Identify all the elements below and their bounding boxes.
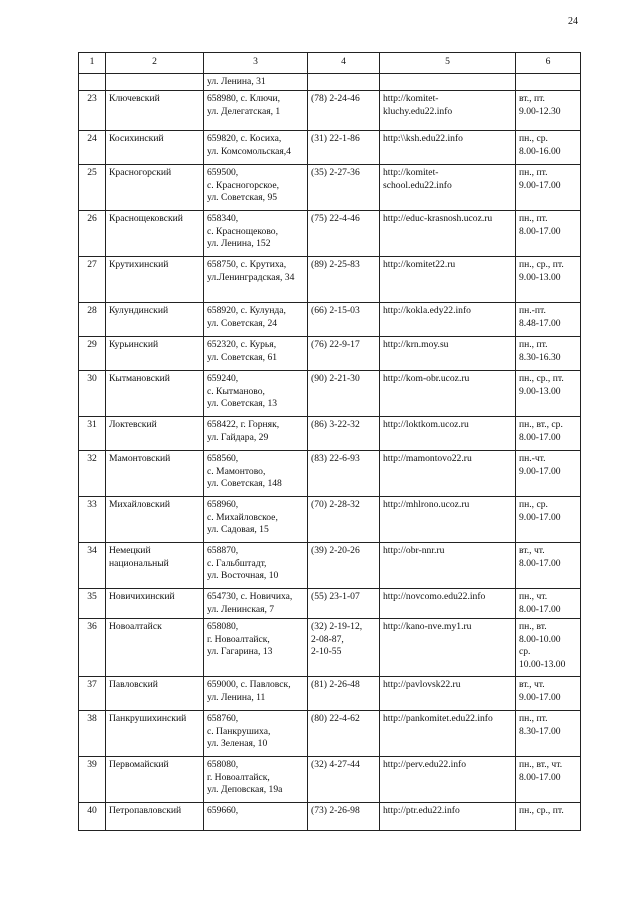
phone-cell xyxy=(308,497,380,543)
address-line: с. Красногорское, xyxy=(207,179,279,191)
phone-line: (86) 3-22-32 xyxy=(311,419,360,431)
district-name-line: Кытмановский xyxy=(109,373,170,385)
hours-line: 8.00-17.00 xyxy=(519,225,561,237)
district-name-line: Крутихинский xyxy=(109,259,169,271)
website-line: kluchy.edu22.info xyxy=(383,105,453,117)
continuation-website-cell xyxy=(380,74,516,91)
district-name-cell xyxy=(106,257,204,303)
address-line: 658422, г. Горняк, xyxy=(207,419,280,431)
phone-line: (32) 2-19-12, xyxy=(311,621,363,633)
hours-line: 9.00-13.00 xyxy=(519,271,561,283)
district-name-line: Кулундинский xyxy=(109,305,169,317)
hours-line: вт., чт. xyxy=(519,679,545,691)
website-cell xyxy=(380,619,516,677)
header-col-5: 5 xyxy=(380,53,516,74)
table-row xyxy=(79,211,581,257)
address-line: ул. Делегатская, 1 xyxy=(207,105,281,117)
phone-cell xyxy=(308,165,380,211)
hours-line: 8.48-17.00 xyxy=(519,317,561,329)
header-col-2: 2 xyxy=(106,53,204,74)
address-line: ул. Гагарина, 13 xyxy=(207,646,273,658)
phone-line: (80) 22-4-62 xyxy=(311,713,360,725)
phone-line: 2-10-55 xyxy=(311,646,342,658)
header-col-1: 1 xyxy=(79,53,106,74)
hours-line: пн., ср., пт. xyxy=(519,373,564,385)
continuation-phone-cell xyxy=(308,74,380,91)
header-col-3: 3 xyxy=(204,53,308,74)
address-line: 659240, xyxy=(207,373,239,385)
table-row xyxy=(79,803,581,831)
district-name-cell xyxy=(106,589,204,619)
row-number-cell: 35 xyxy=(79,589,106,619)
hours-line: 8.00-17.00 xyxy=(519,603,561,615)
address-cell xyxy=(204,257,308,303)
address-line: 658080, xyxy=(207,759,239,771)
website-line: http://pankomitet.edu22.info xyxy=(383,713,493,725)
website-cell xyxy=(380,165,516,211)
district-name-line: Косихинский xyxy=(109,133,164,145)
address-line: ул. Ленинская, 7 xyxy=(207,603,275,615)
phone-cell xyxy=(308,757,380,803)
row-number-cell: 39 xyxy=(79,757,106,803)
phone-line: (39) 2-20-26 xyxy=(311,545,360,557)
website-line: http://loktkom.ucoz.ru xyxy=(383,419,469,431)
website-cell xyxy=(380,497,516,543)
address-line: 658980, с. Ключи, xyxy=(207,93,280,105)
address-cell xyxy=(204,337,308,371)
district-name-cell xyxy=(106,417,204,451)
phone-line: (83) 22-6-93 xyxy=(311,453,360,465)
table-row xyxy=(79,165,581,211)
table-row xyxy=(79,91,581,131)
district-name-cell xyxy=(106,303,204,337)
address-line: 652320, с. Курья, xyxy=(207,339,277,351)
website-line: http://komitet- xyxy=(383,167,439,179)
hours-cell xyxy=(516,619,581,677)
address-line: ул. Деповская, 19а xyxy=(207,784,283,796)
address-line: ул. Ленина, 152 xyxy=(207,238,271,250)
phone-cell xyxy=(308,371,380,417)
district-name-cell xyxy=(106,91,204,131)
phone-cell xyxy=(308,211,380,257)
page-number: 24 xyxy=(568,16,578,27)
address-line: с. Мамонтово, xyxy=(207,465,266,477)
row-number-cell: 32 xyxy=(79,451,106,497)
address-line: с. Краснощеково, xyxy=(207,225,278,237)
table-row xyxy=(79,303,581,337)
district-name-line: Новоалтайск xyxy=(109,621,162,633)
website-cell xyxy=(380,677,516,711)
hours-line: пн., пт. xyxy=(519,167,548,179)
district-name-cell xyxy=(106,803,204,831)
hours-cell xyxy=(516,303,581,337)
hours-line: 9.00-17.00 xyxy=(519,179,561,191)
address-line: 659000, с. Павловск, xyxy=(207,679,291,691)
hours-cell xyxy=(516,91,581,131)
row-number-cell: 26 xyxy=(79,211,106,257)
website-line: http://mhlrono.ucoz.ru xyxy=(383,499,470,511)
hours-line: 10.00-13.00 xyxy=(519,658,566,670)
table-row xyxy=(79,337,581,371)
address-line: ул. Советская, 13 xyxy=(207,398,278,410)
address-cell xyxy=(204,303,308,337)
hours-line: 8.00-17.00 xyxy=(519,431,561,443)
table-row xyxy=(79,711,581,757)
website-line: http://novcomo.edu22.info xyxy=(383,591,486,603)
website-line: http://mamontovo22.ru xyxy=(383,453,472,465)
continuation-number-cell xyxy=(79,74,106,91)
address-line: ул. Советская, 61 xyxy=(207,351,278,363)
district-name-cell xyxy=(106,211,204,257)
website-cell xyxy=(380,757,516,803)
hours-cell xyxy=(516,257,581,303)
table-row xyxy=(79,757,581,803)
phone-line: (55) 23-1-07 xyxy=(311,591,360,603)
address-line: ул. Гайдара, 29 xyxy=(207,431,269,443)
address-cell xyxy=(204,757,308,803)
district-name-cell xyxy=(106,337,204,371)
district-name-cell xyxy=(106,131,204,165)
website-cell xyxy=(380,371,516,417)
address-cell xyxy=(204,131,308,165)
phone-cell xyxy=(308,677,380,711)
website-cell xyxy=(380,543,516,589)
address-line: 658870, xyxy=(207,545,239,557)
address-line: 654730, с. Новичиха, xyxy=(207,591,293,603)
continuation-district-cell xyxy=(106,74,204,91)
table-row xyxy=(79,131,581,165)
hours-cell xyxy=(516,211,581,257)
phone-line: (35) 2-27-36 xyxy=(311,167,360,179)
address-line: ул. Восточная, 10 xyxy=(207,570,279,582)
address-cell xyxy=(204,165,308,211)
row-number-cell: 25 xyxy=(79,165,106,211)
district-name-line: Панкрушихинский xyxy=(109,713,187,725)
phone-line: (89) 2-25-83 xyxy=(311,259,360,271)
phone-cell xyxy=(308,711,380,757)
address-cell xyxy=(204,543,308,589)
hours-line: вт., пт. xyxy=(519,93,545,105)
row-number-cell: 38 xyxy=(79,711,106,757)
address-cell xyxy=(204,497,308,543)
website-cell xyxy=(380,211,516,257)
hours-cell xyxy=(516,543,581,589)
row-number-cell: 29 xyxy=(79,337,106,371)
district-education-table xyxy=(78,52,581,831)
district-name-line: Краснощековский xyxy=(109,213,183,225)
hours-cell xyxy=(516,497,581,543)
phone-cell xyxy=(308,91,380,131)
website-line: http://komitet22.ru xyxy=(383,259,456,271)
address-line: с. Гальбштадт, xyxy=(207,557,267,569)
hours-cell xyxy=(516,451,581,497)
hours-cell xyxy=(516,417,581,451)
address-cell xyxy=(204,91,308,131)
district-name-line: Петропавловский xyxy=(109,805,182,817)
hours-line: 8.00-10.00 xyxy=(519,633,561,645)
table-row xyxy=(79,497,581,543)
address-line: 659660, xyxy=(207,805,239,817)
table-row xyxy=(79,543,581,589)
website-cell xyxy=(380,711,516,757)
district-name-line: Красногорский xyxy=(109,167,172,179)
hours-cell xyxy=(516,165,581,211)
address-line: 658560, xyxy=(207,453,239,465)
hours-cell xyxy=(516,131,581,165)
district-name-cell xyxy=(106,619,204,677)
website-line: http://komitet- xyxy=(383,93,439,105)
phone-cell xyxy=(308,303,380,337)
row-number-cell: 23 xyxy=(79,91,106,131)
row-number-cell: 37 xyxy=(79,677,106,711)
hours-line: пн., ср. xyxy=(519,133,548,145)
continuation-row xyxy=(79,74,581,91)
table-row xyxy=(79,451,581,497)
address-line: ул. Советская, 95 xyxy=(207,192,278,204)
address-line: ул. Садовая, 15 xyxy=(207,524,269,536)
address-cell xyxy=(204,371,308,417)
website-line: http://educ-krasnosh.ucoz.ru xyxy=(383,213,493,225)
hours-cell xyxy=(516,371,581,417)
website-line: http://ptr.edu22.info xyxy=(383,805,460,817)
header-col-6: 6 xyxy=(516,53,581,74)
row-number-cell: 40 xyxy=(79,803,106,831)
hours-line: пн.-пт. xyxy=(519,305,546,317)
row-number-cell: 36 xyxy=(79,619,106,677)
address-line: 658750, с. Крутиха, xyxy=(207,259,287,271)
district-name-cell xyxy=(106,497,204,543)
phone-cell xyxy=(308,589,380,619)
website-cell xyxy=(380,337,516,371)
address-line: ул. Комсомольская,4 xyxy=(207,145,291,157)
continuation-hours-cell xyxy=(516,74,581,91)
row-number-cell: 34 xyxy=(79,543,106,589)
address-line: 658960, xyxy=(207,499,239,511)
district-name-cell xyxy=(106,371,204,417)
hours-cell xyxy=(516,711,581,757)
table-row xyxy=(79,589,581,619)
table-row xyxy=(79,677,581,711)
phone-line: (90) 2-21-30 xyxy=(311,373,360,385)
row-number-cell: 27 xyxy=(79,257,106,303)
website-cell xyxy=(380,131,516,165)
row-number-cell: 24 xyxy=(79,131,106,165)
website-cell xyxy=(380,803,516,831)
hours-line: 8.00-17.00 xyxy=(519,557,561,569)
address-line: 659820, с. Косиха, xyxy=(207,133,282,145)
website-cell xyxy=(380,451,516,497)
website-cell xyxy=(380,303,516,337)
district-name-line: Немецкий xyxy=(109,545,151,557)
district-name-line: Михайловский xyxy=(109,499,170,511)
phone-line: (81) 2-26-48 xyxy=(311,679,360,691)
phone-cell xyxy=(308,451,380,497)
table-row xyxy=(79,257,581,303)
address-line: 658340, xyxy=(207,213,239,225)
phone-line: (73) 2-26-98 xyxy=(311,805,360,817)
website-line: http://kano-nve.my1.ru xyxy=(383,621,472,633)
address-line: ул. Советская, 148 xyxy=(207,478,282,490)
phone-line: (66) 2-15-03 xyxy=(311,305,360,317)
table-row xyxy=(79,619,581,677)
hours-line: 9.00-12.30 xyxy=(519,105,561,117)
website-line: http://pavlovsk22.ru xyxy=(383,679,461,691)
hours-line: пн., пт. xyxy=(519,339,548,351)
hours-line: пн.-чт. xyxy=(519,453,546,465)
phone-cell xyxy=(308,337,380,371)
phone-line: (76) 22-9-17 xyxy=(311,339,360,351)
district-name-cell xyxy=(106,451,204,497)
hours-line: 9.00-17.00 xyxy=(519,511,561,523)
table-body xyxy=(79,74,581,831)
header-col-4: 4 xyxy=(308,53,380,74)
hours-cell xyxy=(516,337,581,371)
district-name-line: Локтевский xyxy=(109,419,157,431)
address-cell xyxy=(204,677,308,711)
district-name-cell xyxy=(106,677,204,711)
district-name-line: Первомайский xyxy=(109,759,169,771)
phone-line: (70) 2-28-32 xyxy=(311,499,360,511)
table-row xyxy=(79,417,581,451)
address-line: 658080, xyxy=(207,621,239,633)
phone-line: (75) 22-4-46 xyxy=(311,213,360,225)
address-line: с. Кытманово, xyxy=(207,385,265,397)
address-cell xyxy=(204,803,308,831)
phone-cell xyxy=(308,417,380,451)
hours-cell xyxy=(516,589,581,619)
hours-line: пн., вт., ср. xyxy=(519,419,563,431)
website-line: school.edu22.info xyxy=(383,179,452,191)
phone-cell xyxy=(308,619,380,677)
address-line: ул.Ленинградская, 34 xyxy=(207,271,295,283)
hours-line: пн., вт. xyxy=(519,621,547,633)
phone-line: (31) 22-1-86 xyxy=(311,133,360,145)
row-number-cell: 31 xyxy=(79,417,106,451)
website-line: http://kom-obr.ucoz.ru xyxy=(383,373,470,385)
website-line: http://krn.moy.su xyxy=(383,339,449,351)
website-line: http://obr-nnr.ru xyxy=(383,545,445,557)
address-line: ул. Зеленая, 10 xyxy=(207,738,268,750)
hours-line: 8.00-16.00 xyxy=(519,145,561,157)
phone-cell xyxy=(308,257,380,303)
address-line: ул. Советская, 24 xyxy=(207,317,278,329)
address-line: 658760, xyxy=(207,713,239,725)
website-line: http:\\ksh.edu22.info xyxy=(383,133,463,145)
phone-cell xyxy=(308,803,380,831)
hours-line: пн., пт. xyxy=(519,213,548,225)
hours-line: пн., пт. xyxy=(519,713,548,725)
phone-cell xyxy=(308,131,380,165)
hours-line: 9.00-17.00 xyxy=(519,465,561,477)
address-line: 658920, с. Кулунда, xyxy=(207,305,286,317)
website-cell xyxy=(380,417,516,451)
hours-line: пн., чт. xyxy=(519,591,548,603)
address-cell xyxy=(204,589,308,619)
district-name-line: Мамонтовский xyxy=(109,453,171,465)
address-cell xyxy=(204,451,308,497)
hours-line: 9.00-13.00 xyxy=(519,385,561,397)
address-line: с. Панкрушиха, xyxy=(207,725,271,737)
district-name-line: Курьинский xyxy=(109,339,159,351)
row-number-cell: 33 xyxy=(79,497,106,543)
phone-line: 2-08-87, xyxy=(311,633,344,645)
district-name-line: Павловский xyxy=(109,679,158,691)
address-cell xyxy=(204,417,308,451)
hours-cell xyxy=(516,803,581,831)
hours-line: 9.00-17.00 xyxy=(519,691,561,703)
district-name-line: Новичихинский xyxy=(109,591,175,603)
continuation-address-cell: ул. Ленина, 31 xyxy=(204,74,308,91)
hours-line: ср. xyxy=(519,646,531,658)
address-line: с. Михайловское, xyxy=(207,511,278,523)
address-cell xyxy=(204,619,308,677)
address-cell xyxy=(204,711,308,757)
address-line: ул. Ленина, 11 xyxy=(207,691,266,703)
address-line: г. Новоалтайск, xyxy=(207,771,270,783)
hours-line: пн., ср., пт. xyxy=(519,259,564,271)
hours-cell xyxy=(516,757,581,803)
hours-line: пн., ср. xyxy=(519,499,548,511)
phone-cell xyxy=(308,543,380,589)
row-number-cell: 28 xyxy=(79,303,106,337)
website-line: http://perv.edu22.info xyxy=(383,759,467,771)
hours-line: пн., вт., чт. xyxy=(519,759,563,771)
hours-line: 8.00-17.00 xyxy=(519,771,561,783)
website-line: http://kokla.edy22.info xyxy=(383,305,471,317)
table-row xyxy=(79,371,581,417)
address-line: 659500, xyxy=(207,167,239,179)
website-cell xyxy=(380,91,516,131)
row-number-cell: 30 xyxy=(79,371,106,417)
address-line: г. Новоалтайск, xyxy=(207,633,270,645)
hours-line: вт., чт. xyxy=(519,545,545,557)
hours-cell xyxy=(516,677,581,711)
website-cell xyxy=(380,589,516,619)
hours-line: 8.30-17.00 xyxy=(519,725,561,737)
phone-line: (32) 4-27-44 xyxy=(311,759,360,771)
district-name-cell xyxy=(106,165,204,211)
district-name-line: Ключевский xyxy=(109,93,160,105)
district-name-cell xyxy=(106,757,204,803)
district-name-cell xyxy=(106,543,204,589)
phone-line: (78) 2-24-46 xyxy=(311,93,360,105)
table-header-row xyxy=(79,53,581,74)
hours-line: пн., ср., пт. xyxy=(519,805,564,817)
district-name-line: национальный xyxy=(109,557,169,569)
hours-line: 8.30-16.30 xyxy=(519,351,561,363)
address-cell xyxy=(204,211,308,257)
district-name-cell xyxy=(106,711,204,757)
website-cell xyxy=(380,257,516,303)
